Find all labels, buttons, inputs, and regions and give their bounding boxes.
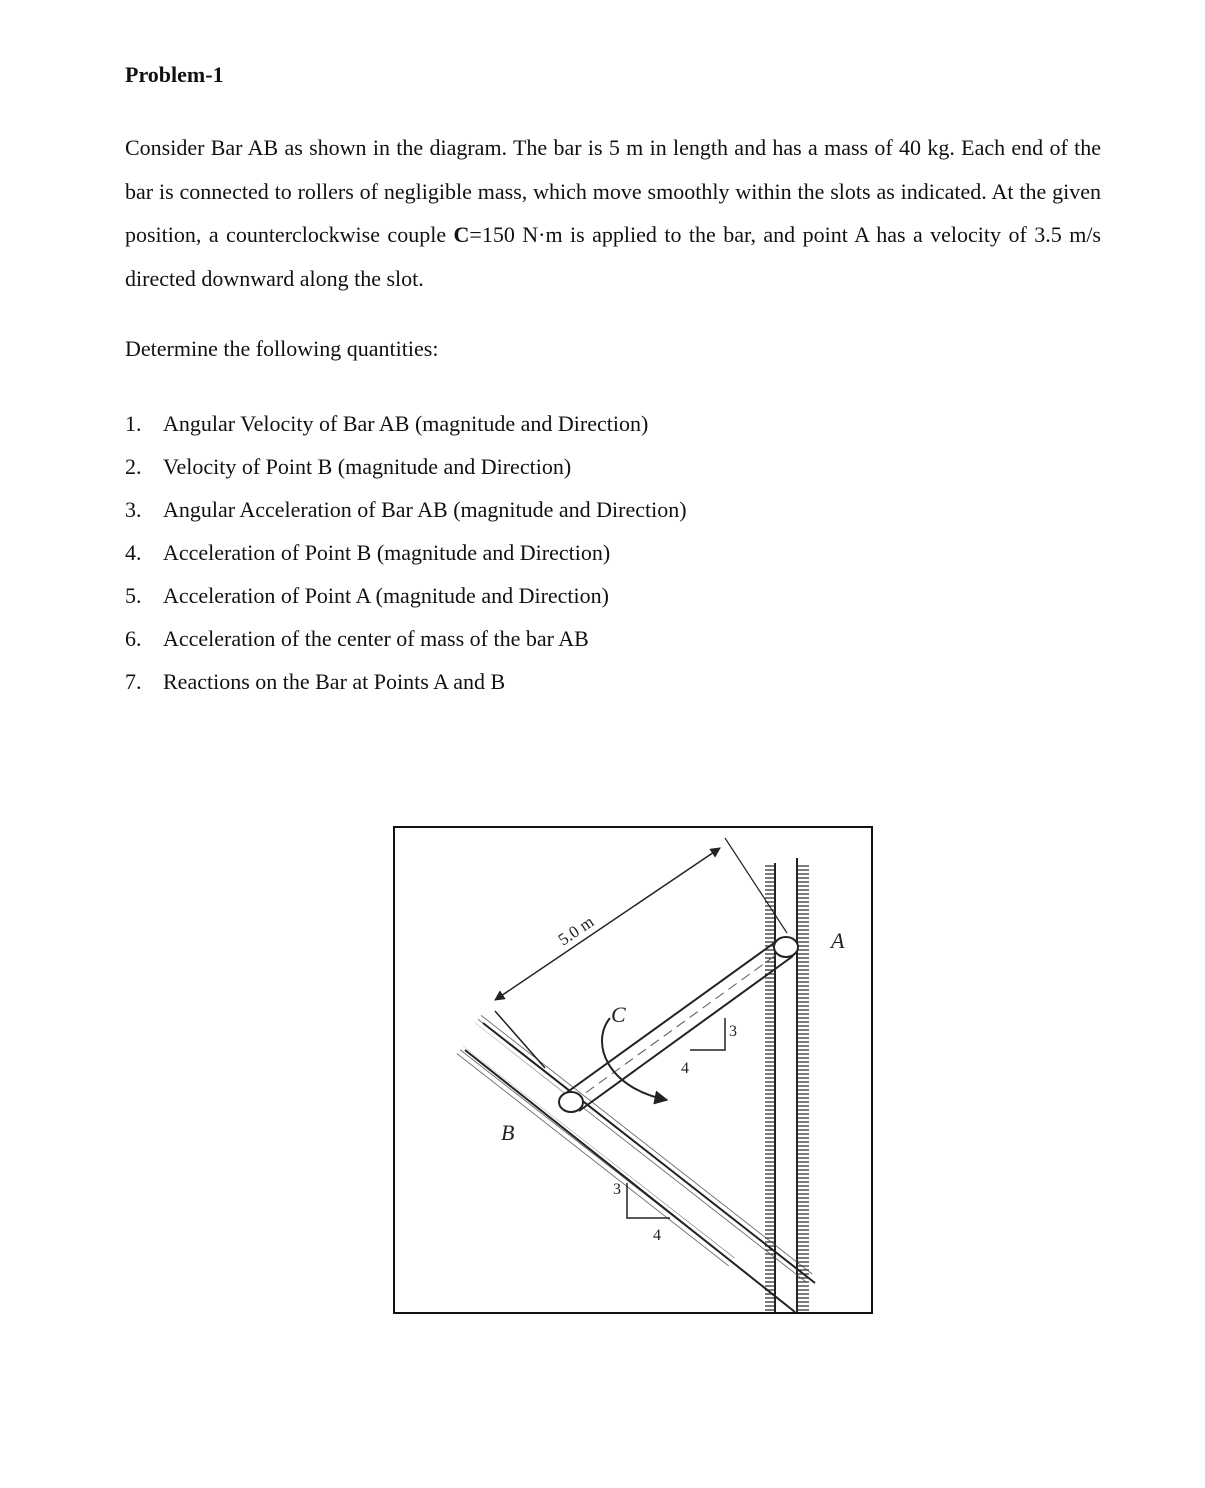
question-item: [125, 574, 687, 617]
diagram-svg: [395, 828, 871, 1312]
dimension-label: 5.0 m: [554, 911, 598, 950]
bar-slope-legs: [690, 1018, 725, 1050]
bar-ab: [559, 937, 798, 1112]
question-item: [125, 617, 687, 660]
point-a-label: A: [831, 928, 845, 953]
question-text: Velocity of Point B (magnitude and Direction): [163, 454, 572, 479]
point-b-label: B: [501, 1120, 515, 1145]
question-text: Acceleration of Point A (magnitude and Direction): [163, 583, 609, 608]
vertical-slot-right-hatch: [797, 863, 809, 1312]
problem-statement: [125, 126, 1101, 300]
question-item: [125, 488, 687, 531]
question-item: [125, 531, 687, 574]
statement-part-2: =150 N·m is applied to the bar, and point A has a velocity of 3.5 m/s directed downward along the slot.: [125, 222, 1101, 291]
problem-title: Problem-1: [125, 62, 224, 87]
question-number: 7.: [125, 669, 142, 694]
question-text: Acceleration of Point B (magnitude and Direction): [163, 540, 611, 565]
question-number: 2.: [125, 454, 142, 479]
bar-slope-rise: 3: [729, 1023, 737, 1040]
bar-lower-edge: [579, 956, 793, 1111]
couple-label: C: [611, 1002, 626, 1027]
question-number: 4.: [125, 540, 142, 565]
question-list: [125, 402, 687, 703]
extension-line-a: [725, 838, 787, 933]
question-number: 6.: [125, 626, 142, 651]
inclined-slot-bottom-hatch: [455, 1046, 735, 1268]
question-number: 1.: [125, 411, 142, 436]
question-item: [125, 402, 687, 445]
bar-diagram: [393, 826, 873, 1314]
bar-upper-edge: [566, 938, 781, 1093]
question-text: Angular Velocity of Bar AB (magnitude and Direction): [163, 411, 649, 436]
question-item: [125, 660, 687, 703]
question-number: 3.: [125, 497, 142, 522]
couple-c: [602, 1002, 667, 1100]
question-text: Angular Acceleration of Bar AB (magnitude and Direction): [163, 497, 687, 522]
roller-a: [774, 937, 798, 957]
inclined-slot-lower-wall: [465, 1050, 795, 1312]
roller-b: [559, 1092, 583, 1112]
length-dimension: [495, 838, 787, 1000]
couple-symbol: C: [453, 222, 470, 247]
slot-slope-run: 4: [653, 1227, 661, 1244]
question-text: Acceleration of the center of mass of the bar AB: [163, 626, 589, 651]
bar-slope-run: 4: [681, 1060, 689, 1077]
question-text: Reactions on the Bar at Points A and B: [163, 669, 506, 694]
slot-slope-rise: 3: [613, 1181, 621, 1198]
bar-slope-triangle: [681, 1018, 737, 1077]
dimension-arrow: [495, 848, 720, 1000]
question-prompt: Determine the following quantities:: [125, 336, 439, 361]
inclined-slot: [455, 1011, 815, 1312]
statement-part-1: Consider Bar AB as shown in the diagram. The bar is 5 m in length and has a mass of 40 kg. Each end of the bar is connected to rollers of negligible mass, which move smoothly within the slots as indicated. At the given position, a counterclockwise couple: [125, 135, 1101, 247]
question-item: [125, 445, 687, 488]
question-number: 5.: [125, 583, 142, 608]
